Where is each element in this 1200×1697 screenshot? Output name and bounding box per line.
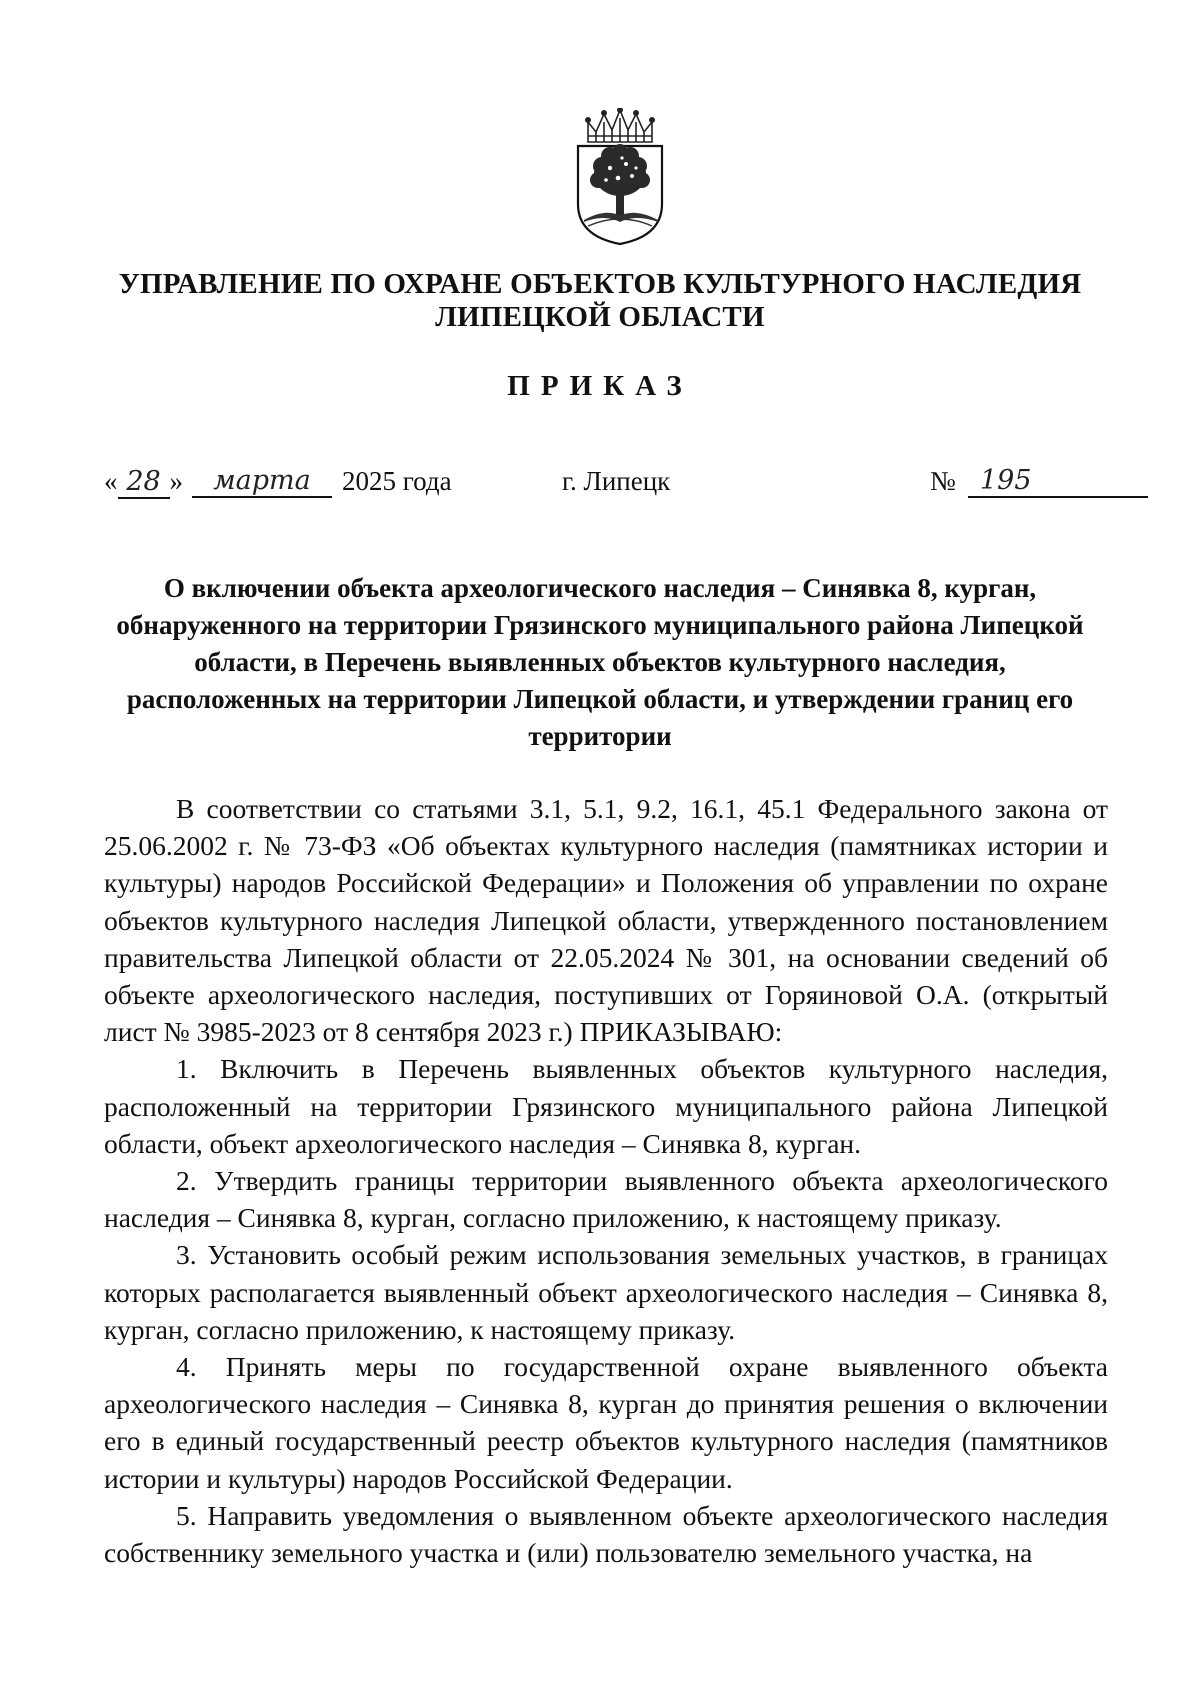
document-type: ПРИКАЗ xyxy=(507,370,693,402)
date-year: 2025 года xyxy=(342,466,452,496)
organization-title-line2: ЛИПЕЦКОЙ ОБЛАСТИ xyxy=(435,301,765,333)
document-number: 195 xyxy=(968,466,1148,498)
coat-of-arms-icon xyxy=(566,108,674,246)
order-item-2: 2. Утвердить границы территории выявленного объекта археологического наследия – Синявка 8, курган, согласно приложению, к настоящему приказу. xyxy=(104,1165,1108,1234)
subject-line: области, в Перечень выявленных объектов культурного наследия, xyxy=(194,647,1006,677)
subject-line: территории xyxy=(528,721,672,751)
order-item-1: 1. Включить в Перечень выявленных объектов культурного наследия, расположенный на территории Грязинского муниципального района Липецкой области, объект археологического наследия – Синявка 8, курган. xyxy=(104,1053,1108,1159)
document-meta-row xyxy=(104,466,1104,506)
number-sign: № xyxy=(930,466,956,496)
preamble-paragraph: В соответствии со статьями 3.1, 5.1, 9.2, 16.1, 45.1 Федерального закона от 25.06.2002 г. № 73-ФЗ «Об объектах культурного наследия (памятниках истории и культуры) народов Российской Федерации» и Положения об управлении по охране объектов культурного наследия Липецкой области, утвержденного постановлением правительства Липецкой области от 22.05.2024 № 301, на основании сведений об объекте археологического наследия, поступивших от Горяиновой О.А. (открытый лист № 3985-2023 от 8 сентября 2023 г.) ПРИКАЗЫВАЮ: xyxy=(104,793,1108,1048)
quote-open: « xyxy=(104,466,118,496)
order-item-3: 3. Установить особый режим использования земельных участков, в границах которых располагается выявленный объект археологического наследия – Синявка 8, курган, согласно приложению, к настоящему приказу. xyxy=(104,1239,1108,1345)
order-item-4: 4. Принять меры по государственной охране выявленного объекта археологического наследия – Синявка 8, курган до принятия решения о включении его в единый государственный реестр объектов культурного наследия (памятников истории и культуры) народов Российской Федерации. xyxy=(104,1351,1108,1494)
subject-line: обнаруженного на территории Грязинского муниципального района Липецкой xyxy=(116,610,1084,640)
date-month: марта xyxy=(192,466,332,498)
organization-title xyxy=(100,268,1100,334)
document-city: г. Липецк xyxy=(562,466,671,496)
quote-close: » xyxy=(169,466,183,496)
subject-line: О включении объекта археологического наследия – Синявка 8, курган, xyxy=(163,573,1037,603)
day-value: 28 xyxy=(118,467,170,499)
organization-title-line1: УПРАВЛЕНИЕ ПО ОХРАНЕ ОБЪЕКТОВ КУЛЬТУРНОГО НАСЛЕДИЯ xyxy=(118,268,1082,300)
document-subject xyxy=(100,570,1100,755)
document-body xyxy=(104,790,1108,1571)
order-item-5: 5. Направить уведомления о выявленном объекте археологического наследия собственнику земельного участка и (или) пользователю земельного участка, на xyxy=(104,1499,1108,1569)
subject-line: расположенных на территории Липецкой области, и утверждении границ его xyxy=(126,684,1074,714)
date-day xyxy=(104,466,183,499)
